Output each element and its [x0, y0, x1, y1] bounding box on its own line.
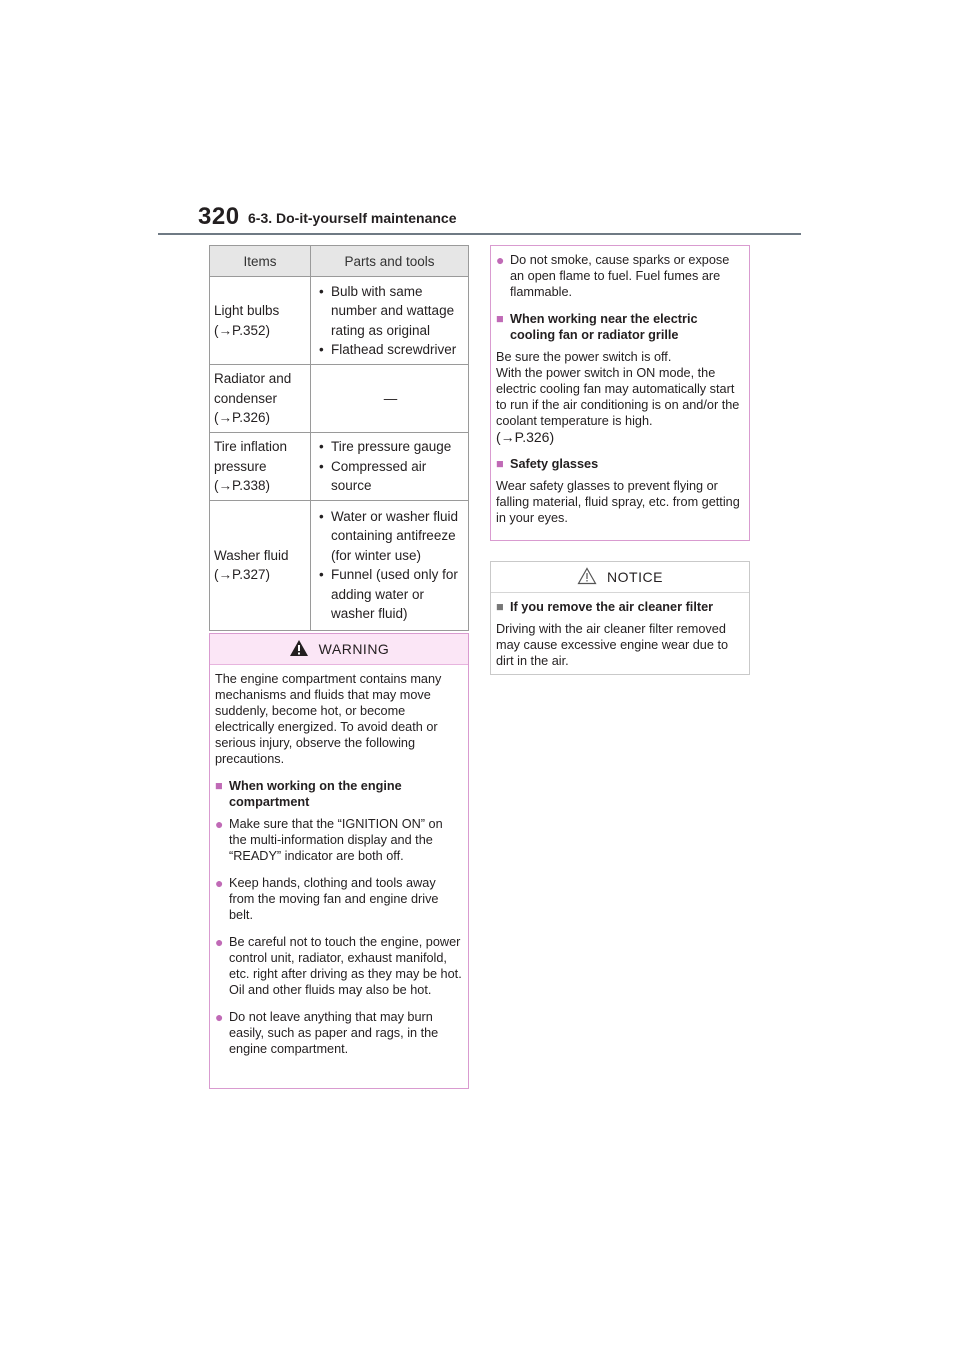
item-name: Washer fluid [214, 547, 289, 563]
safety-glasses-text: Wear safety glasses to prevent flying or falling material, fluid spray, etc. from getting in your eyes. [496, 479, 740, 525]
page-reference: (→P.352) [214, 322, 271, 338]
list-item: • Water or washer fluid containing antifreeze (for winter use) [317, 507, 464, 566]
item-cell [210, 500, 311, 630]
parts-cell: — [311, 365, 469, 433]
parts-cell [311, 277, 469, 365]
page-number: 320 [198, 203, 240, 230]
column-header-parts: Parts and tools [311, 246, 469, 277]
notice-text: Driving with the air cleaner filter removed may cause excessive engine wear due to dirt in the air. [496, 622, 729, 668]
warning-title: WARNING [318, 641, 390, 657]
round-bullet-icon: ● [215, 1009, 224, 1025]
list-item: • Compressed air source [317, 457, 464, 496]
notice-header [491, 562, 749, 593]
warning-continued-box [490, 245, 750, 541]
cooling-fan-subheading: ■ When working near the electric cooling fan or radiator grille [496, 312, 698, 342]
warning-intro: The engine compartment contains many mechanisms and fluids that may move suddenly, become hot, or become electrically energized. To avoid death or serious injury, observe the following precautions. [215, 672, 442, 766]
round-bullet-icon: ● [215, 875, 224, 891]
page-reference: (→P.327) [214, 567, 271, 582]
safety-glasses-subheading: ■ Safety glasses [496, 457, 599, 471]
warning-triangle-icon [289, 639, 309, 660]
list-item: • Funnel (used only for adding water or washer fluid) [317, 565, 464, 624]
square-bullet-icon: ■ [496, 600, 504, 614]
item-name: Light bulbs [214, 303, 280, 318]
list-item: • Tire pressure gauge [317, 437, 464, 457]
table-row [210, 277, 469, 365]
table-header-row [210, 246, 469, 277]
table-row [210, 365, 469, 433]
item-name: Tire inflation pressure [214, 439, 288, 474]
page-reference: (→P.326) [496, 429, 555, 445]
header-rule [158, 233, 801, 235]
round-bullet-icon: ● [215, 816, 224, 832]
round-bullet-icon: ● [215, 934, 224, 950]
warning-header [210, 634, 468, 665]
caution-triangle-icon [577, 567, 597, 588]
warning-subheading: ■ When working on the engine compartment [215, 779, 402, 809]
list-item: • Bulb with same number and wattage rating as original [317, 282, 464, 341]
notice-title: NOTICE [607, 569, 663, 585]
item-name: Radiator and condenser [214, 371, 292, 406]
cooling-fan-text: Be sure the power switch is off. [496, 350, 672, 364]
parts-cell [311, 433, 469, 501]
warning-box [209, 633, 469, 1089]
list-item: ● Do not leave anything that may burn easily, such as paper and rags, in the engine compartment. [215, 1009, 439, 1056]
notice-subheading: ■ If you remove the air cleaner filter [496, 600, 714, 614]
notice-box [490, 561, 750, 675]
round-bullet-icon: ● [496, 252, 505, 268]
list-item: ● Keep hands, clothing and tools away from the moving fan and engine drive belt. [215, 875, 439, 922]
item-cell [210, 277, 311, 365]
square-bullet-icon: ■ [496, 457, 504, 471]
list-item: ● Be careful not to touch the engine, power control unit, radiator, exhaust manifold, etc. right after driving as they may be hot. Oil and other fluids may also be hot. [215, 934, 462, 997]
list-item: • Flathead screwdriver [317, 340, 464, 360]
page-reference: (→P.326) [214, 410, 271, 426]
parts-cell [311, 500, 469, 630]
list-item: ● Make sure that the “IGNITION ON” on the multi-information display and the “READY” indicator are both off. [215, 816, 443, 863]
table-row [210, 433, 469, 501]
page-reference: (→P.338) [214, 478, 271, 493]
item-cell [210, 365, 311, 433]
list-item: ● Do not smoke, cause sparks or expose an open flame to fuel. Fuel fumes are flammable. [496, 252, 730, 299]
square-bullet-icon: ■ [496, 312, 504, 326]
maintenance-table [209, 245, 469, 631]
column-header-items: Items [210, 246, 311, 277]
cooling-fan-text: With the power switch in ON mode, the electric cooling fan may automatically start to run if the air conditioning is on and/or the coolant temperature is high. [496, 366, 740, 428]
table-row [210, 500, 469, 630]
item-cell [210, 433, 311, 501]
section-title: 6-3. Do-it-yourself maintenance [248, 210, 457, 226]
square-bullet-icon: ■ [215, 779, 223, 793]
